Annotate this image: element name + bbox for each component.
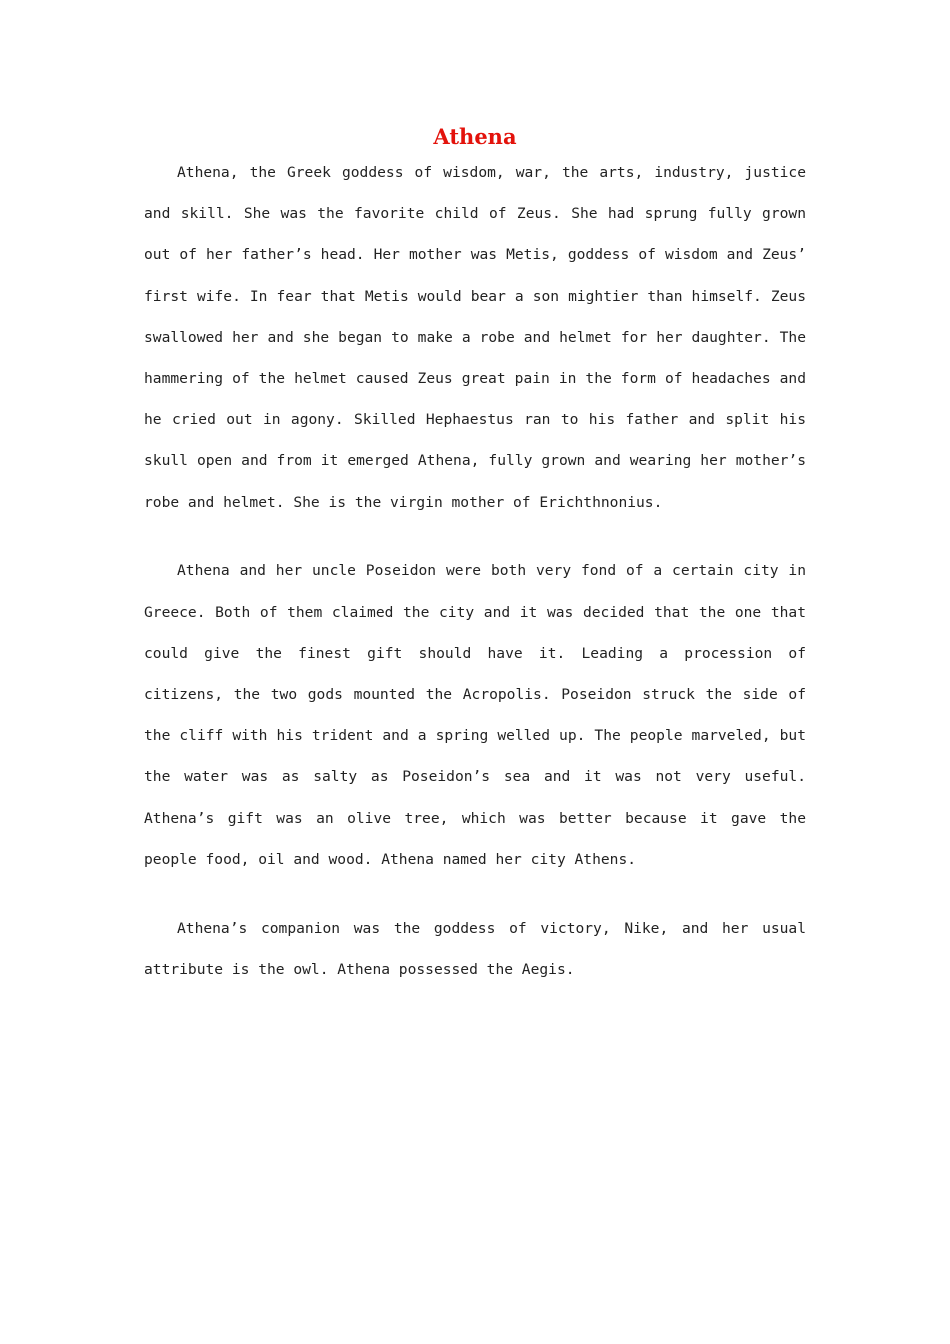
document-title: Athena xyxy=(433,124,517,149)
paragraph-contest-for-athens: Athena and her uncle Poseidon were both very fond of a certain city in Greece. Both of them claimed the city and it was decided that the one that could give the finest gift should have it. Leading a procession of citizens, the two gods mounted the Acropolis. Poseidon struck the side of the cliff with his trident and a spring welled up. The people marveled, but the water was as salty as Poseidon’s sea and it was not very useful. Athena’s gift was an olive tree, which was better because it gave the people food, oil and wood. Athena named her city Athens. xyxy=(144,562,806,868)
document-body xyxy=(144,152,806,990)
paragraph-companion-and-attributes: Athena’s companion was the goddess of victory, Nike, and her usual attribute is the owl. Athena possessed the Aegis. xyxy=(144,919,806,978)
paragraph-birth-of-athena: Athena, the Greek goddess of wisdom, war, the arts, industry, justice and skill. She was the favorite child of Zeus. She had sprung fully grown out of her father’s head. Her mother was Metis, goddess of wisdom and Zeus’ first wife. In fear that Metis would bear a son mightier than himself. Zeus swallowed her and she began to make a robe and helmet for her daughter. The hammering of the helmet caused Zeus great pain in the form of headaches and he cried out in agony. Skilled Hephaestus ran to his father and split his skull open and from it emerged Athena, fully grown and wearing her mother’s robe and helmet. She is the virgin mother of Erichthnonius. xyxy=(144,164,806,511)
